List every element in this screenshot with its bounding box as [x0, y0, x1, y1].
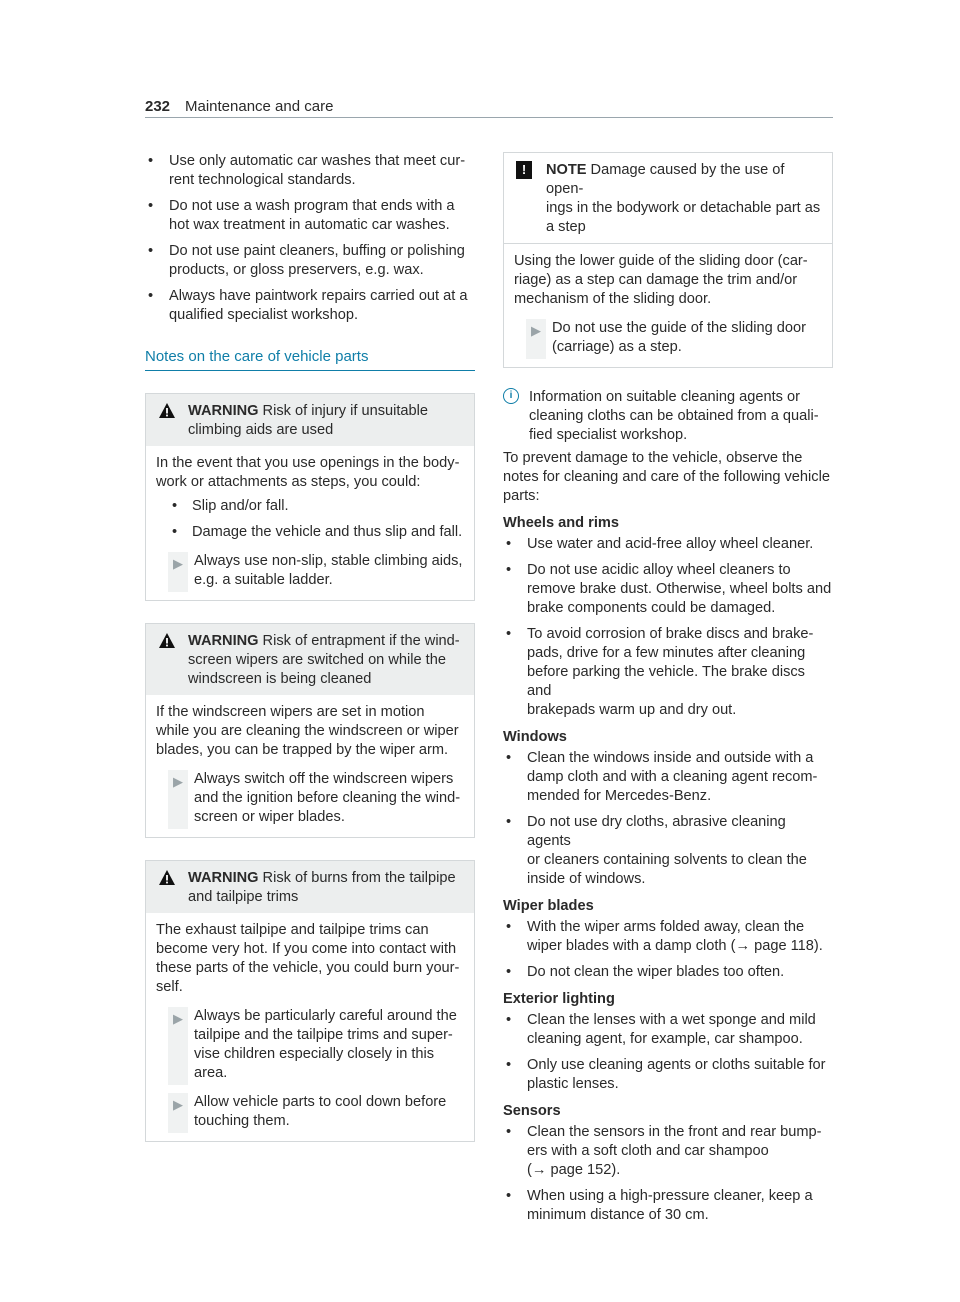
warning-triangle-icon: [158, 402, 176, 420]
warning-text: If the windscreen wipers are set in motion while you are cleaning the windscreen or wiper blades, you can be trapped by the wiper arm.: [156, 704, 459, 758]
action-step: ▶ Always use non-slip, stable climbing aids, e.g. a suitable ladder.: [156, 552, 464, 590]
list-item: • Do not use acidic alloy wheel cleaners to remove brake dust. Otherwise, wheel bolts and brake components could be damaged.: [506, 562, 832, 616]
warning-header: [146, 624, 474, 695]
warning-box-burns: [145, 860, 475, 1142]
subheading-wheels: Wheels and rims: [503, 515, 619, 531]
warning-keyword: WARNING: [188, 870, 259, 886]
warning-body: [146, 913, 474, 1141]
warning-title: Risk of burns from the tailpipe and tailpipe trims: [188, 870, 456, 905]
list-item: • With the wiper arms folded away, clean the wiper blades with a damp cloth (→ page 118).: [506, 919, 823, 954]
section-heading: Notes on the care of vehicle parts: [145, 347, 475, 371]
warning-box-climbing: [145, 393, 475, 601]
list-item: • Do not use paint cleaners, buffing or polishing products, or gloss preservers, e.g. wax.: [148, 243, 465, 278]
bullet-icon: •: [506, 536, 512, 552]
bullet-icon: •: [172, 498, 178, 514]
warning-body: [146, 446, 474, 600]
note-box: [503, 152, 833, 368]
action-arrow-icon: ▶: [173, 1011, 183, 1026]
info-icon: i: [503, 388, 519, 404]
action-arrow-icon: ▶: [173, 1097, 183, 1112]
subheading-wiper-blades: Wiper blades: [503, 898, 594, 914]
action-step: ▶ Do not use the guide of the sliding door (carriage) as a step.: [514, 319, 822, 357]
warning-title: Risk of entrapment if the wind- screen wipers are switched on while the windscreen is being cleaned: [188, 633, 460, 687]
action-arrow-icon: ▶: [173, 774, 183, 789]
list-item: • Slip and/or fall.: [172, 498, 289, 514]
warning-title: Risk of injury if unsuitable climbing aids are used: [188, 403, 429, 438]
list-item: • To avoid corrosion of brake discs and brake- pads, drive for a few minutes after cleaning before parking the vehicle. The brake discs and brakepads warm up and dry out.: [506, 626, 814, 718]
warning-keyword: WARNING: [188, 633, 259, 649]
bullet-icon: •: [506, 919, 512, 935]
bullet-icon: •: [148, 288, 154, 304]
left-column: [145, 152, 475, 1142]
note-title: Damage caused by the use of open- ings in the bodywork or detachable part as a step: [546, 162, 821, 235]
warning-text: The exhaust tailpipe and tailpipe trims can become very hot. If you come into contact with these parts of the vehicle, you could burn your- self.: [156, 922, 460, 995]
list-item: • Use water and acid-free alloy wheel cleaner.: [506, 536, 814, 552]
list-item: • Clean the windows inside and outside with a damp cloth and with a cleaning agent recom- mended for Mercedes-Benz.: [506, 750, 818, 804]
action-step: ▶ Always be particularly careful around the tailpipe and the tailpipe trims and super- vise children especially closely in this area.: [156, 1007, 464, 1083]
list-item: • Always have paintwork repairs carried out at a qualified specialist workshop.: [148, 288, 468, 323]
action-arrow-icon: ▶: [173, 556, 183, 571]
warning-triangle-icon: [158, 869, 176, 887]
info-note: [503, 388, 833, 445]
bullet-icon: •: [172, 524, 178, 540]
warning-bullet-list: [156, 497, 464, 542]
bullet-icon: •: [148, 153, 154, 169]
page-header: [145, 95, 833, 118]
exterior-lighting-bullet-list: [503, 1011, 833, 1094]
bullet-icon: •: [506, 1057, 512, 1073]
list-item: • Clean the lenses with a wet sponge and mild cleaning agent, for example, car shampoo.: [506, 1012, 816, 1047]
warning-keyword: WARNING: [188, 403, 259, 419]
warning-body: [146, 695, 474, 837]
bullet-icon: •: [506, 562, 512, 578]
intro-bullet-list: [145, 152, 475, 325]
note-body: [504, 243, 832, 367]
bullet-icon: •: [506, 1012, 512, 1028]
bullet-icon: •: [506, 1188, 512, 1204]
note-text: Using the lower guide of the sliding door (car- riage) as a step can damage the trim and/or mechanism of the sliding door.: [514, 253, 808, 307]
note-header: [504, 153, 832, 243]
exclamation-icon: !: [516, 161, 532, 179]
bullet-icon: •: [506, 964, 512, 980]
subheading-sensors: Sensors: [503, 1103, 561, 1119]
list-item: • Do not use dry cloths, abrasive cleaning agents or cleaners containing solvents to clean the inside of windows.: [506, 814, 807, 887]
warning-header: [146, 394, 474, 446]
page-title: Maintenance and care: [185, 98, 334, 115]
list-item: • Damage the vehicle and thus slip and fall.: [172, 524, 463, 540]
list-item: • Only use cleaning agents or cloths suitable for plastic lenses.: [506, 1057, 826, 1092]
wiper-blades-bullet-list: [503, 918, 833, 982]
sensors-bullet-list: [503, 1123, 833, 1225]
action-step: ▶ Always switch off the windscreen wipers and the ignition before cleaning the wind- screen or wiper blades.: [156, 770, 464, 827]
page-number: 232: [145, 98, 171, 115]
intro-paragraph: To prevent damage to the vehicle, observe the notes for cleaning and care of the following vehicle parts:: [503, 450, 830, 504]
warning-header: [146, 861, 474, 913]
action-step: ▶ Allow vehicle parts to cool down before touching them.: [156, 1093, 464, 1131]
subheading-windows: Windows: [503, 729, 567, 745]
bullet-icon: •: [506, 750, 512, 766]
bullet-icon: •: [148, 198, 154, 214]
info-text: Information on suitable cleaning agents or cleaning cloths can be obtained from a quali- fied specialist workshop.: [529, 389, 819, 443]
list-item: • When using a high-pressure cleaner, keep a minimum distance of 30 cm.: [506, 1188, 813, 1223]
bullet-icon: •: [506, 1124, 512, 1140]
bullet-icon: •: [148, 243, 154, 259]
bullet-icon: •: [506, 814, 512, 830]
wheels-bullet-list: [503, 535, 833, 720]
warning-triangle-icon: [158, 632, 176, 650]
note-keyword: NOTE: [546, 162, 587, 178]
list-item: • Do not use a wash program that ends with a hot wax treatment in automatic car washes.: [148, 198, 455, 233]
right-column: [503, 152, 833, 1232]
list-item: • Clean the sensors in the front and rear bump- ers with a soft cloth and car shampoo (→ page 152).: [506, 1124, 822, 1178]
list-item: • Use only automatic car washes that meet cur- rent technological standards.: [148, 153, 466, 188]
windows-bullet-list: [503, 749, 833, 889]
warning-text: In the event that you use openings in the body- work or attachments as steps, you could:: [156, 455, 460, 490]
warning-box-wipers: [145, 623, 475, 838]
list-item: • Do not clean the wiper blades too often.: [506, 964, 785, 980]
subheading-exterior-lighting: Exterior lighting: [503, 991, 615, 1007]
bullet-icon: •: [506, 626, 512, 642]
action-arrow-icon: ▶: [531, 323, 541, 338]
